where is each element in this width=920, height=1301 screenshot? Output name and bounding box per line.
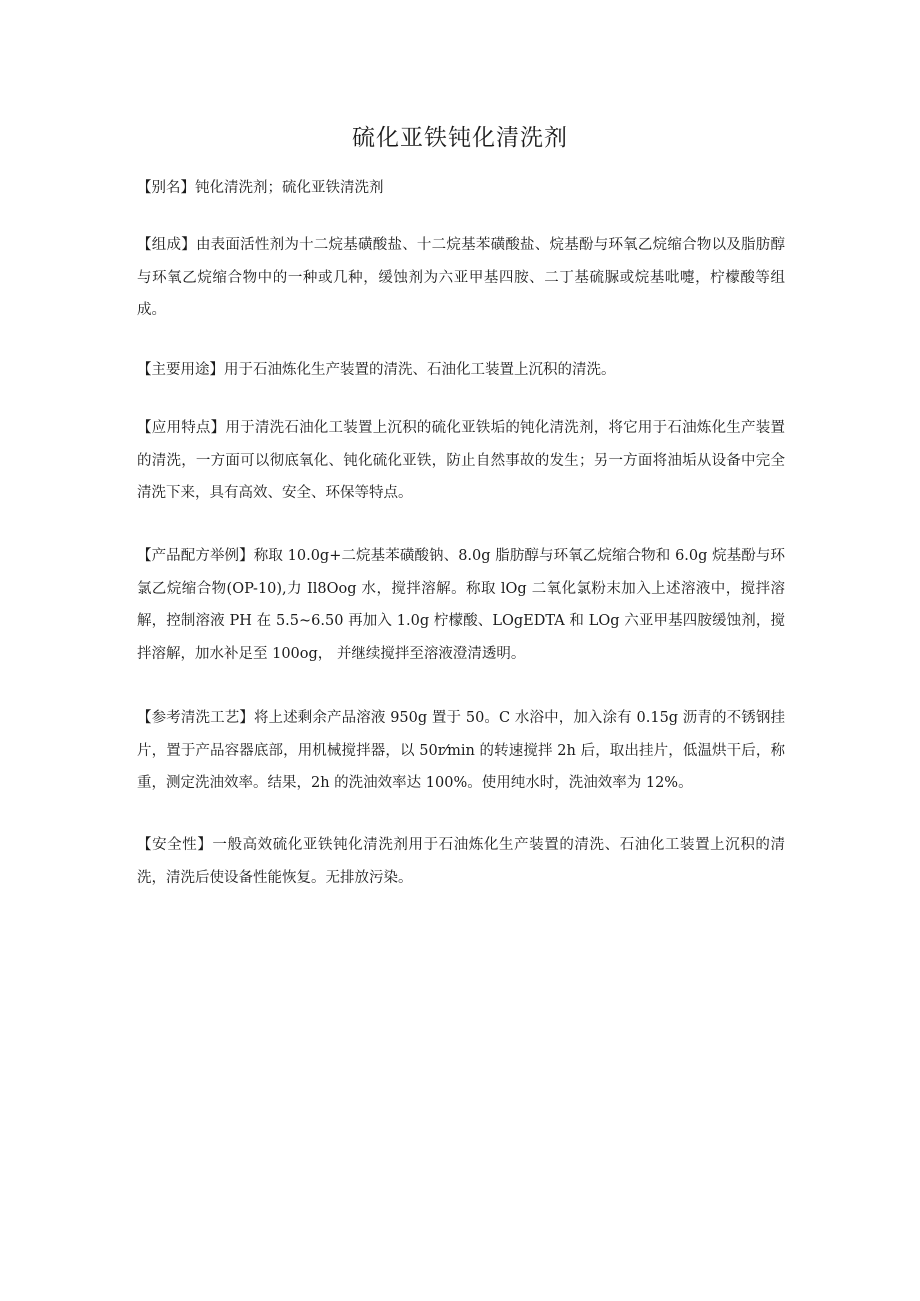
section-safety [137, 829, 785, 894]
section-alias [137, 172, 785, 205]
section-label-safety: 【安全性】 [137, 837, 213, 853]
section-text-main-use: 用于石油炼化生产装置的清洗、石油化工装置上沉积的清洗。 [224, 362, 616, 378]
section-label-formula-example: 【产品配方举例】 [137, 548, 254, 564]
section-label-composition: 【组成】 [137, 237, 196, 253]
section-text-features: 用于清洗石油化工装置上沉积的硫化亚铁垢的钝化清洗剂，将它用于石油炼化生产装置的清洗，一方面可以彻底氧化、钝化硫化亚铁，防止自然事故的发生；另一方面将油垢从设备中完全清洗下来，具有高效、安全、环保等特点。 [137, 420, 786, 501]
section-label-features: 【应用特点】 [137, 420, 226, 436]
section-main-use [137, 354, 785, 387]
section-label-alias: 【别名】 [137, 180, 195, 196]
section-text-cleaning-process: 将上述剩余产品溶液 950g 置于 50。C 水浴中，加入涂有 0.15g 沥青的不锈钢挂片，置于产品容器底部，用机械搅拌器，以 50r⁄min 的转速搅拌 2h 后，取出挂片，低温烘干后，称重，测定洗油效率。结果，2h 的洗油效率达 100%。使用纯水时，洗油效率为 12%。 [137, 710, 785, 791]
section-text-formula-example: 称取 10.0g+二烷基苯磺酸钠、8.0g 脂肪醇与环氧乙烷缩合物和 6.0g 烷基酚与环氯乙烷缩合物(OP-10),力 Il8Oog 水，搅拌溶解。称取 lOg 二氧化氯粉末加入上述溶液中，搅拌溶解，控制溶液 PH 在 5.5~6.50 再加入 1.0g 柠檬酸、LOgEDTA 和 LOg 六亚甲基四胺缓蚀剂，搅拌溶解，加水补足至 100og， 并继续搅拌至溶液澄清透明。 [137, 548, 785, 662]
section-text-composition: 由表面活性剂为十二烷基磺酸盐、十二烷基苯磺酸盐、烷基酚与环氧乙烷缩合物以及脂肪醇与环氧乙烷缩合物中的一种或几种，缓蚀剂为六亚甲基四胺、二丁基硫脲或烷基吡嚏，柠檬酸等组成。 [137, 237, 786, 318]
section-text-safety: 一般高效硫化亚铁钝化清洗剂用于石油炼化生产装置的清洗、石油化工装置上沉积的清洗，清洗后使设备性能恢复。无排放污染。 [137, 837, 786, 886]
section-label-main-use: 【主要用途】 [137, 362, 224, 378]
document-title: 硫化亚铁钝化清洗剂 [352, 125, 568, 151]
section-composition [137, 229, 785, 327]
section-text-alias: 钝化清洗剂；硫化亚铁清洗剂 [195, 180, 384, 196]
section-cleaning-process [137, 702, 785, 800]
section-label-cleaning-process: 【参考清洗工艺】 [137, 710, 254, 726]
section-features [137, 412, 785, 510]
section-formula-example [137, 540, 785, 670]
